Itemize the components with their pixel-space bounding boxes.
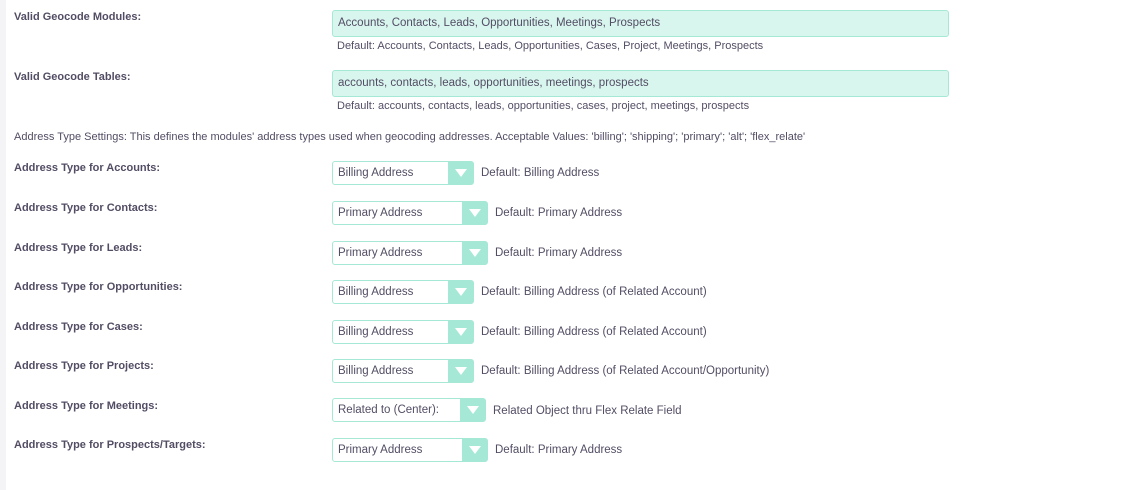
chevron-down-icon[interactable]	[448, 360, 473, 382]
chevron-down-icon[interactable]	[448, 162, 473, 184]
chevron-down-icon[interactable]	[448, 321, 473, 343]
select-value: Related to (Center):	[338, 404, 439, 416]
address-type-opportunities-default: Default: Billing Address (of Related Account)	[481, 286, 707, 298]
chevron-down-icon[interactable]	[448, 281, 473, 303]
select-value: Billing Address	[338, 326, 414, 338]
chevron-down-icon[interactable]	[462, 439, 487, 461]
address-type-contacts-select[interactable]	[332, 201, 488, 225]
address-type-meetings-select[interactable]	[332, 398, 486, 422]
address-type-projects-select[interactable]	[332, 359, 474, 383]
address-type-prospects-label: Address Type for Prospects/Targets:	[14, 439, 206, 451]
geocode-tables-input[interactable]: accounts, contacts, leads, opportunities, meetings, prospects	[332, 70, 949, 97]
address-settings-info: Address Type Settings: This defines the modules' address types used when geocoding addresses. Acceptable Values: 'billing'; 'shipping'; 'primary'; 'alt'; 'flex_relate'	[14, 131, 806, 143]
select-value: Primary Address	[338, 247, 423, 259]
select-value: Billing Address	[338, 365, 414, 377]
select-value: Primary Address	[338, 444, 423, 456]
geocode-tables-default: Default: accounts, contacts, leads, opportunities, cases, project, meetings, prospects	[337, 100, 750, 112]
address-type-prospects-select[interactable]	[332, 438, 488, 462]
address-type-cases-default: Default: Billing Address (of Related Account)	[481, 326, 707, 338]
address-type-accounts-default: Default: Billing Address	[481, 167, 600, 179]
address-type-meetings-label: Address Type for Meetings:	[14, 400, 159, 412]
address-type-leads-label: Address Type for Leads:	[14, 242, 143, 254]
select-value: Primary Address	[338, 207, 423, 219]
chevron-down-icon[interactable]	[462, 242, 487, 264]
address-type-meetings-default: Related Object thru Flex Relate Field	[493, 405, 682, 417]
address-type-contacts-label: Address Type for Contacts:	[14, 202, 158, 214]
geocode-modules-default: Default: Accounts, Contacts, Leads, Opportunities, Cases, Project, Meetings, Prospects	[337, 40, 764, 52]
address-type-cases-label: Address Type for Cases:	[14, 321, 143, 333]
chevron-down-icon[interactable]	[460, 399, 485, 421]
select-value: Billing Address	[338, 167, 414, 179]
address-type-leads-default: Default: Primary Address	[495, 247, 623, 259]
geocode-modules-label: Valid Geocode Modules:	[14, 11, 142, 23]
geocode-tables-label: Valid Geocode Tables:	[14, 71, 131, 83]
address-type-projects-default: Default: Billing Address (of Related Account/Opportunity)	[481, 365, 770, 377]
address-type-projects-label: Address Type for Projects:	[14, 360, 154, 372]
address-type-contacts-default: Default: Primary Address	[495, 207, 623, 219]
address-type-accounts-select[interactable]	[332, 161, 474, 185]
address-type-cases-select[interactable]	[332, 320, 474, 344]
address-type-accounts-label: Address Type for Accounts:	[14, 162, 161, 174]
chevron-down-icon[interactable]	[462, 202, 487, 224]
address-type-leads-select[interactable]	[332, 241, 488, 265]
address-type-prospects-default: Default: Primary Address	[495, 444, 623, 456]
address-type-opportunities-label: Address Type for Opportunities:	[14, 281, 183, 293]
geocode-modules-input[interactable]: Accounts, Contacts, Leads, Opportunities, Meetings, Prospects	[332, 10, 949, 37]
address-type-opportunities-select[interactable]	[332, 280, 474, 304]
left-gutter	[0, 0, 6, 490]
select-value: Billing Address	[338, 286, 414, 298]
